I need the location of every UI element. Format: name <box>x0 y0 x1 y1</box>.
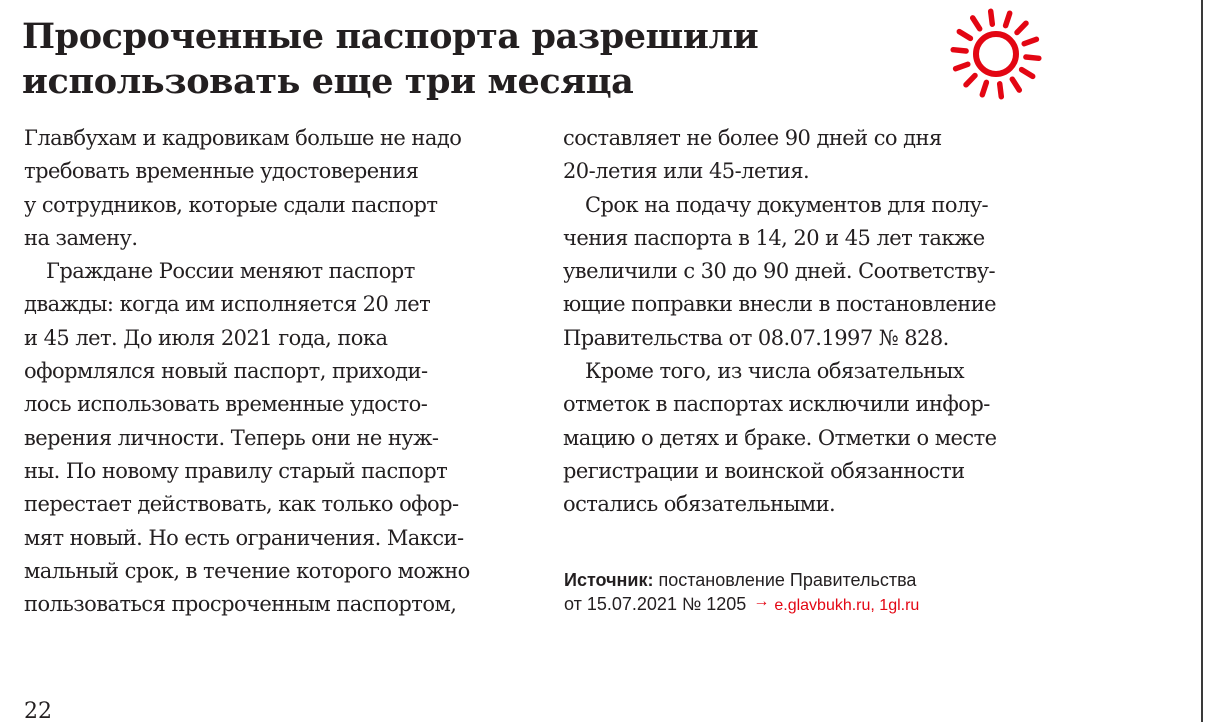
source-text: от 15.07.2021 № 1205 <box>564 594 747 614</box>
text-line: Правительства от 08.07.1997 № 828. <box>563 325 949 350</box>
text-line: оформлялся новый паспорт, приходи- <box>24 359 428 384</box>
text-line: чения паспорта в 14, 20 и 45 лет также <box>563 225 985 250</box>
text-line: пользоваться просроченным паспортом, <box>24 592 457 617</box>
page-number: 22 <box>24 699 52 724</box>
text-line: мят новый. Но есть ограничения. Макси- <box>24 525 464 550</box>
text-line: верения личности. Теперь они не нуж- <box>24 425 439 450</box>
text-line: отметок в паспортах исключили инфор- <box>563 392 990 417</box>
article-column-right <box>563 122 997 522</box>
title-line: Просроченные паспорта разрешили <box>22 16 759 57</box>
sun-ray <box>959 32 970 39</box>
sun-ray <box>953 50 966 51</box>
sun-ray <box>991 11 993 24</box>
source-text: постановление Правительства <box>658 570 917 590</box>
source-line <box>564 592 919 616</box>
sun-ray <box>1006 13 1010 25</box>
text-line: и 45 лет. До июля 2021 года, пока <box>24 325 388 350</box>
text-line: 20-летия или 45-летия. <box>563 159 810 184</box>
article-column-left <box>24 122 470 621</box>
text-line: на замену. <box>24 225 138 250</box>
text-line: перестает действовать, как только офор- <box>24 492 459 517</box>
sun-ray <box>966 76 975 85</box>
text-line: у сотрудников, которые сдали паспорт <box>24 192 438 217</box>
text-line: требовать временные удостоверения <box>24 159 419 184</box>
sun-ray <box>1000 84 1002 97</box>
sun-ray <box>982 82 986 94</box>
source-link[interactable]: e.glavbukh.ru, 1gl.ru <box>774 597 920 614</box>
article-title <box>22 14 758 104</box>
source-note <box>564 568 919 616</box>
sun-icon <box>940 2 1052 110</box>
source-label: Источник: <box>564 570 654 590</box>
text-line: ны. По новому правилу старый паспорт <box>24 458 448 483</box>
text-line: лось использовать временные удосто- <box>24 392 428 417</box>
text-line: увеличили с 30 до 90 дней. Соответству- <box>563 259 996 284</box>
text-line: мацию о детях и браке. Отметки о месте <box>563 425 997 450</box>
sun-ray <box>1026 57 1039 58</box>
sun-ray <box>973 18 980 29</box>
text-line: регистрации и воинской обязанности <box>563 458 965 483</box>
sun-ray <box>1024 39 1036 43</box>
text-line: мальный срок, в течение которого можно <box>24 558 470 583</box>
text-line: ющие поправки внесли в постановление <box>563 292 997 317</box>
sun-ray <box>1022 70 1033 77</box>
text-line: Кроме того, из числа обязательных <box>585 359 965 384</box>
text-line: остались обязательными. <box>563 492 836 517</box>
page-edge-rule <box>1201 0 1203 722</box>
text-line: составляет не более 90 дней со дня <box>563 126 942 150</box>
arrow-right-icon: → <box>753 593 770 610</box>
sun-ray <box>956 64 968 68</box>
title-line: использовать еще три месяца <box>22 61 634 102</box>
sun-ray <box>1012 79 1019 90</box>
sun-ray <box>1017 23 1026 32</box>
text-line: Срок на подачу документов для полу- <box>585 192 989 217</box>
source-line <box>564 568 919 592</box>
text-line: Граждане России меняют паспорт <box>46 259 415 284</box>
text-line: дважды: когда им исполняется 20 лет <box>24 292 431 317</box>
text-line: Главбухам и кадровикам больше не надо <box>24 126 462 150</box>
